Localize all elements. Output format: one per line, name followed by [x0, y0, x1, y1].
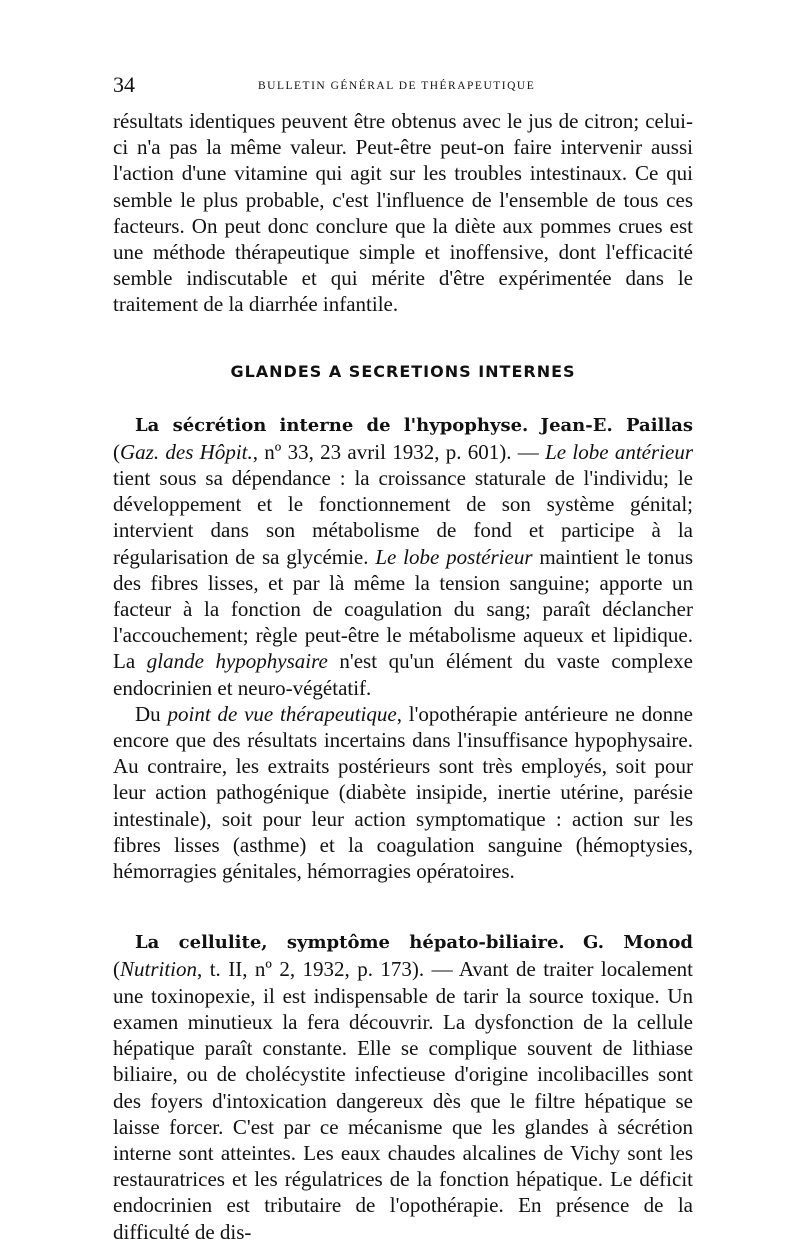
article2-title: La cellulite, symptôme hépato-biliaire. — [135, 932, 565, 954]
article1-text3: n'est qu'un élément du vaste complexe endocrinien et neuro-végétatif. — [113, 649, 693, 700]
article1-paragraph2 — [113, 701, 693, 884]
article1-title: La sécrétion interne de l'hypophyse. — [135, 414, 529, 436]
article1-p2-text: , l'opothérapie antérieure ne donne encore que des résultats incertains dans l'insuffisance hypophysaire. Au contraire, les extraits postérieurs sont très employés, soit pour leur action pathogénique (diabète insipide, inertie utérine, parésie intestinale), soit pour leur action symptomatique : action sur les fibres lisses (asthme) et la coagulation sanguine (hémoptysies, hémorragies génitales, hémorragies opératoires. — [113, 701, 693, 884]
section-title: GLANDES A SECRETIONS INTERNES — [230, 361, 576, 381]
article1-p2-start: Du — [135, 701, 168, 726]
page-number: 34 — [113, 72, 135, 97]
article1-text1: tient sous sa dépendance : la croissance staturale de l'individu; le développement et le fonctionnement de son système génital; intervient dans son métabolisme de fond et participe à la régularisation de sa glycémie. — [113, 466, 693, 569]
article2-paragraph: La cellulite, symptôme hépato-biliaire. G. Monod (Nutrition, t. II, nº 2, 1932, p. 173). — Avant de traiter localement une toxinopexie, il est indispensable de tarir la source toxique. Un examen minutieux la fera découvrir. La dysfonction de la cellule hépatique paraît constante. Elle se complique souvent de lithiase biliaire, ou de cholécystite infectieuse d'origine incolibacilles sont des foyers d'intoxication dangereux dès que le filtre hépatique se laisse forcer. C'est par ce mécanisme que les glandes à sécrétion interne sont atteintes. Les eaux chaudes alcalines de Vichy sont les restauratrices et les régulatrices de la fonction hépatique. Le déficit endocrinien est tributaire de l'opothérapie. En présence de la difficulté de dis- — [113, 932, 694, 1244]
intro-paragraph: résultats identiques peuvent être obtenus avec le jus de citron; celui-ci n'a pas la même valeur. Peut-être peut-on faire intervenir aussi l'action d'une vitamine qui agit sur les troubles intestinaux. Ce qui semble le plus probable, c'est l'influence de l'ensemble de tous ces facteurs. On peut donc conclure que la diète aux pommes crues est une méthode thérapeutique simple et inoffensive, dont l'efficacité semble indiscutable et qui mérite d'être expérimentée dans le traitement de la diarrhée infantile. — [113, 109, 693, 317]
article2-text: Avant de traiter localement une toxinopexie, il est indispensable de tarir la source toxique. Un examen minutieux la fera découvrir. La dysfonction de la cellule hépatique paraît constante. Elle se complique souvent de lithiase biliaire, ou de cholécystite infectieuse d'origine incolibacilles sont des foyers d'intoxication dangereux dès que le filtre hépatique se laisse forcer. C'est par ce mécanisme que les glandes à sécrétion interne sont atteintes. Les eaux chaudes alcalines de Vichy sont les restauratrices et les régulatrices de la fonction hépatique. Le déficit endocrinien est tributaire de l'opothérapie. En présence de la difficulté de dis- — [113, 957, 693, 1244]
running-title: BULLETIN GÉNÉRAL DE THÉRAPEUTIQUE — [258, 80, 536, 92]
article2-journal: Nutrition — [120, 957, 198, 982]
article2-citation: , t. II, nº 2, 1932, p. 173). — — [197, 957, 459, 982]
article1-lobe-anterieur: Le lobe antérieur — [545, 439, 693, 464]
article1-author: Jean-E. Paillas — [540, 414, 694, 436]
article-separator — [113, 884, 693, 928]
article1-lobe-posterieur: Le lobe postérieur — [375, 544, 533, 569]
article1-journal: Gaz. des Hôpit. — [120, 439, 253, 464]
article1-glande-hypophysaire: glande hypophysaire — [146, 649, 328, 674]
article1-citation: , nº 33, 23 avril 1932, p. 601). — — [252, 439, 546, 464]
page-header — [113, 72, 693, 102]
article1-p2-italic: point de vue thérapeutique — [167, 701, 397, 726]
article2-author: G. Monod — [583, 932, 694, 954]
document-page — [113, 72, 693, 1245]
article1-text2: maintient le tonus des fibres lisses, et par là même la tension sanguine; apporte un facteur à la fonction de coagulation du sang; paraît déclancher l'accouchement; règle peut-être le métabolisme aqueux et lipidique. La — [113, 544, 694, 674]
article1-paragraph1: La sécrétion interne de l'hypophyse. Jean-E. Paillas (Gaz. des Hôpit., nº 33, 23 avril 1932, p. 601). — Le lobe antérieur tient sous sa dépendance : la croissance staturale de l'individu; le développement et le fonctionnement de son système génital; intervient dans son métabolisme de fond et participe à la régularisation de sa glycémie. Le lobe postérieur maintient le tonus des fibres lisses, et par là même la tension sanguine; apporte un facteur à la fonction de coagulation du sang; paraît déclancher l'accouchement; règle peut-être le métabolisme aqueux et lipidique. La glande hypophysaire n'est qu'un élément du vaste complexe endocrinien et neuro-végétatif. — [113, 414, 694, 700]
